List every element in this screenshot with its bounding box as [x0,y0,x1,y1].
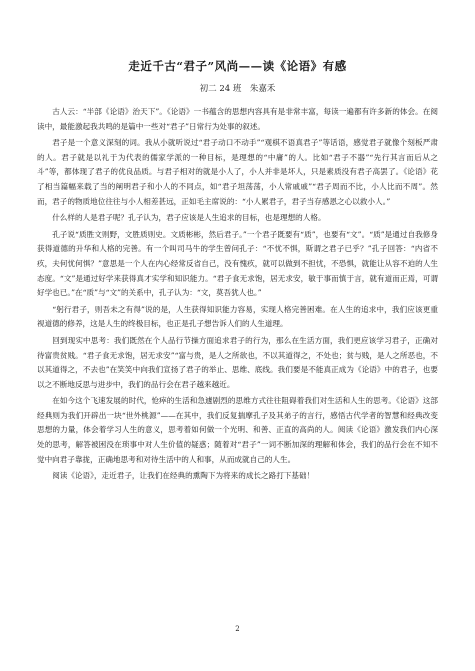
page-number: 2 [235,625,240,633]
paragraph: 什么样的人是君子呢？孔子认为，君子应该是人生追求的目标，也是理想的人格。 [52,213,326,223]
essay-title: 走近千古“君子”风尚——读《论语》有感 [128,59,347,73]
paragraph: 阅读《论语》，走近君子，让我们在经典的熏陶下为将来的成长之路打下基础！ [52,471,315,481]
essay-body [37,105,438,484]
paragraph: 君子是一个意义深刻的词。我从小就听说过“君子动口不动手”“观棋不语真君子”等话语，感觉君子就像个刻板严肃的人。君子就是以礼于为代表的儒家学派的一种目标，是理想的“中庸”的人。比如“君子不器”“先行其言而后从之斗”等，都体现了君子的优良品质。与君子相对的就是小人了，小人并非是坏人，只是素质没有君子高罢了。《论语》花了相当篇幅来载了当的阐明君子和小人的不同点，如“君子坦荡荡，小人常戚戚”“君子周而不比，小人比而不周”。然而，君子的物质地位往往与小人相差甚远，正如毛主席说的：“小人累君子，君子当存感恩之心以救小人。” [37,138,438,206]
paragraph: 孔子说“质胜文则野，文胜质则史。文质彬彬，然后君子。”一个君子既要有“质”，也要有“文”。“质”是通过自我修身获得道德的升华和人格的完善。有一个叫司马牛的学生曾问孔子：“不忧不惧，斯谓之君子已乎？”孔子回答：“内省不疚，夫何忧何惧？”意思是一个人在内心经常反省自己，没有愧疚，就可以做到不担忧，不恐惧，就能让从容不迫的人生态度。“文”是通过好学来获得真才实学和知识能力。“君子食无求饱，居无求安，敏于事而慎于言，就有道而正焉，可谓好学也已。”在“质”与“文”的关系中，孔子认为：“文，莫吾犹人也。” [37,229,438,298]
paragraph: 古人云：“半部《论语》治天下”。《论语》一书蕴含的思想内容具有是非常丰富，每读一遍都有许多新的体会。在阅读中，最能激起我共鸣的是篇中一些对“君子”日常行为处事的叙述。 [37,107,438,131]
paragraph: 在如今这个飞速发展的时代，怆瘁的生活和急遽剧烈的思维方式往往阻碍着我们对生活和人生的思考。《论语》这部经典则为我们开辟出一块“世外桃源”——在其中，我们反复揣摩孔子及其弟子的言行，感悟古代学者的智慧和经典改变思想的力量，体会着学习人生的意义，思考着如何做一个光明、和善、正直的高尚的人。阅读《论语》激发我们内心深处的思考，解答被困没在琐事中对人生价值的疑惑；随着对“君子”一词不断加深的理解和体会，我们的品行会在不知不觉中向君子靠拢，正确地思考和对待生活中的人和事，从而成就自己的人生。 [37,396,438,464]
paragraph: 回到现实中思考：我们既然在个人品行节操方面追求君子的行为，那么在生活方面，我们更应该学习君子，正确对待富贵贫贱。“君子食无求饱，居无求安”“富与贵，是人之所欲也，不以其道得之，不处也；贫与贱，是人之所恶也，不以其道得之，不去也”在笑笑中向我们宣扬了君子的举止、思维、底线。我们要是不能真正成为《论语》中的君子，也要以之不断地反思与进步中，我们的品行会在君子越来越近。 [37,335,438,389]
paragraph: “躬行君子，则吾未之有得”说的是，人生获得知识能力容易，实现人格完善困难。在人生的追求中，我们应该更重视道德的修养，这是人生的终极目标，也正是孔子想告诉人们的人生道理。 [37,304,438,329]
author-line: 初二 24 班 朱嘉禾 [199,84,276,94]
